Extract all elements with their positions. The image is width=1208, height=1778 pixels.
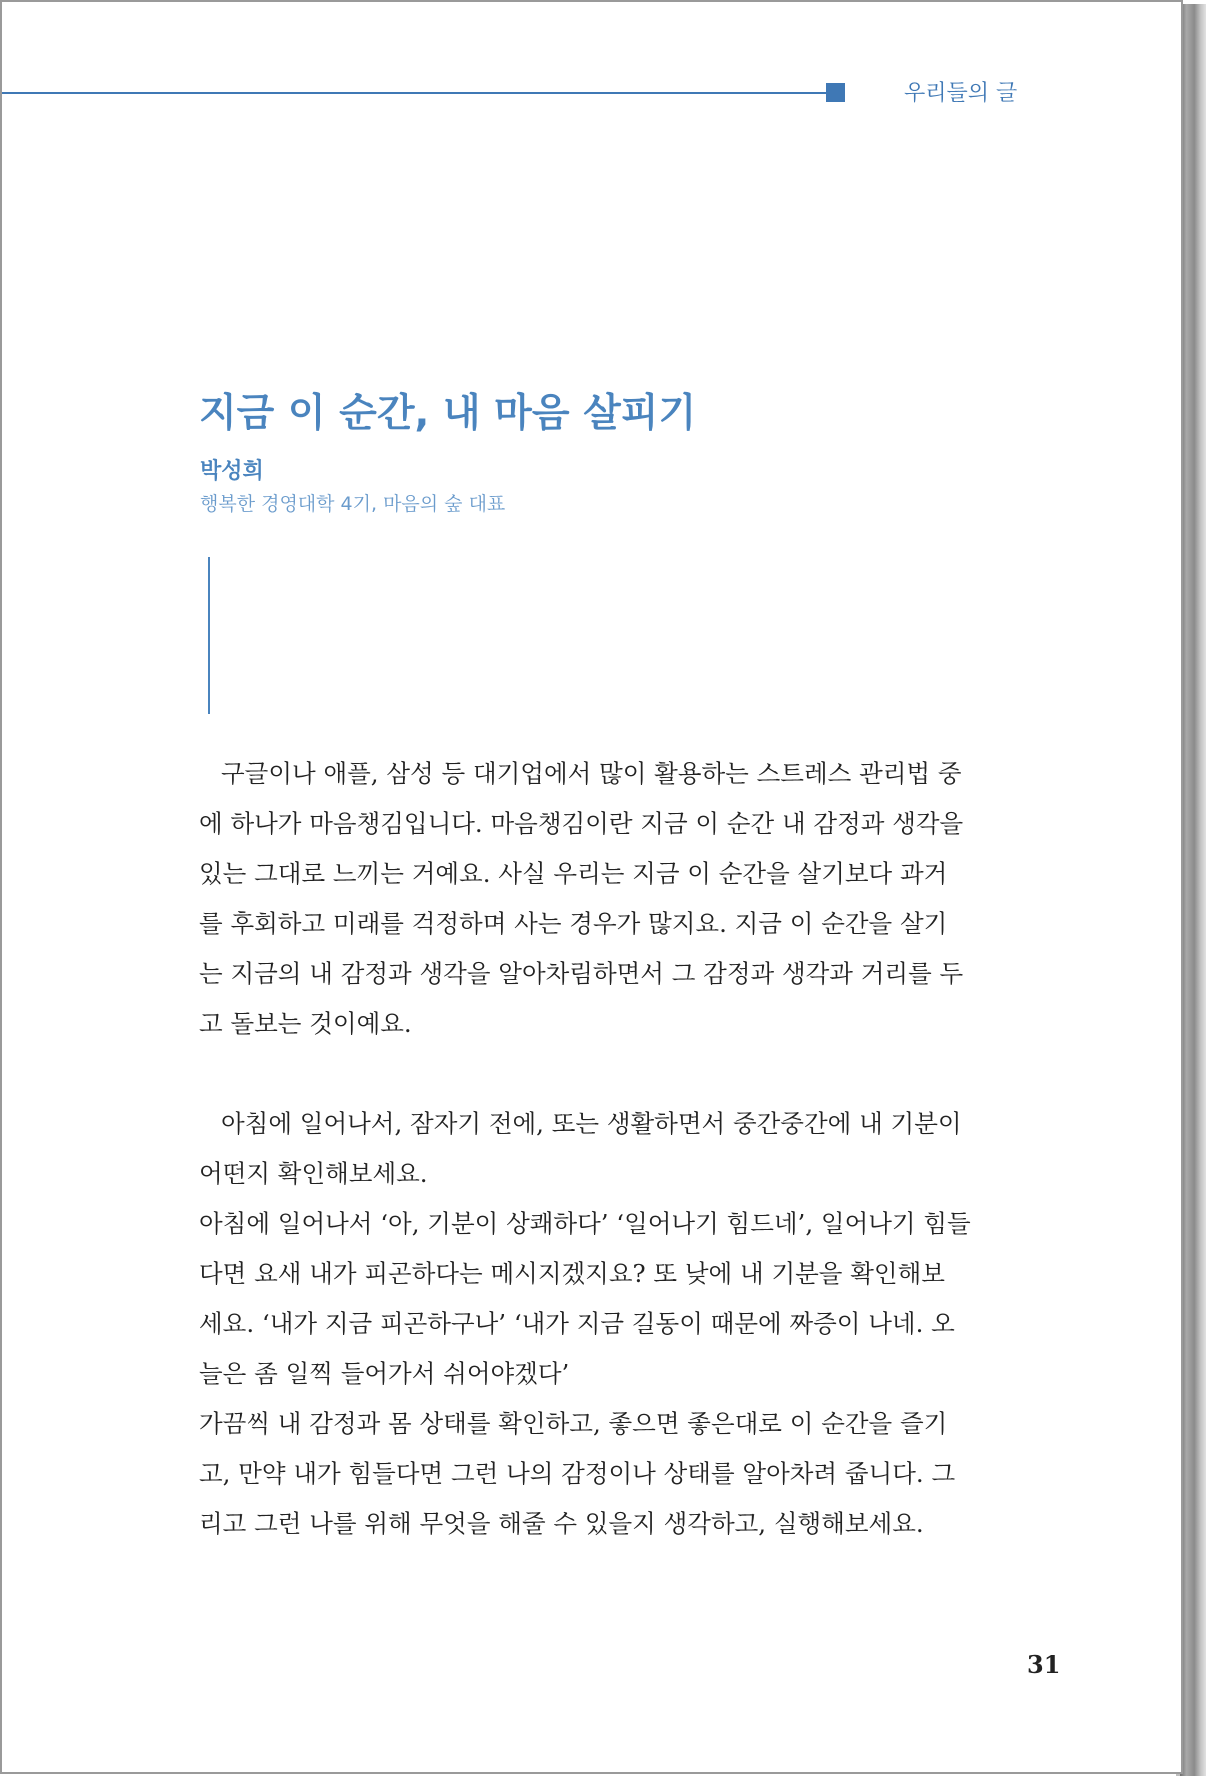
author-name: 박성희 — [200, 459, 264, 484]
header-square-marker — [826, 83, 845, 102]
article-body — [199, 749, 1051, 1549]
body-line: 가끔씩 내 감정과 몸 상태를 확인하고, 좋으면 좋은대로 이 순간을 즐기 — [199, 1409, 948, 1438]
body-line: 는 지금의 내 감정과 생각을 알아차림하면서 그 감정과 생각과 거리를 두 — [199, 959, 964, 988]
body-line: 늘은 좀 일찍 들어가서 쉬어야겠다’ — [199, 1359, 570, 1388]
page-number: 31 — [1027, 1650, 1061, 1679]
author-affiliation: 행복한 경영대학 4기, 마음의 숲 대표 — [200, 493, 506, 515]
body-line: 아침에 일어나서, 잠자기 전에, 또는 생활하면서 중간중간에 내 기분이 — [221, 1109, 962, 1138]
body-line: 다면 요새 내가 피곤하다는 메시지겠지요? 또 낮에 내 기분을 확인해보 — [199, 1259, 945, 1288]
body-line: 를 후회하고 미래를 걱정하며 사는 경우가 많지요. 지금 이 순간을 살기 — [199, 909, 948, 938]
decorative-vertical-bar — [208, 557, 210, 714]
body-line: 어떤지 확인해보세요. — [199, 1159, 428, 1188]
body-line: 리고 그런 나를 위해 무엇을 해줄 수 있을지 생각하고, 실행해보세요. — [199, 1509, 924, 1538]
body-line: 고 돌보는 것이예요. — [199, 1009, 412, 1038]
body-line: 구글이나 애플, 삼성 등 대기업에서 많이 활용하는 스트레스 관리법 중 — [221, 759, 962, 788]
book-edge-shadow — [1180, 4, 1206, 1776]
body-line: 아침에 일어나서 ‘아, 기분이 상쾌하다’ ‘일어나기 힘드네’, 일어나기 힘들 — [199, 1209, 971, 1238]
body-line: 세요. ‘내가 지금 피곤하구나’ ‘내가 지금 길동이 때문에 짜증이 나네. 오 — [199, 1309, 955, 1338]
paragraph-gap — [199, 1049, 1051, 1099]
body-line: 에 하나가 마음챙김입니다. 마음챙김이란 지금 이 순간 내 감정과 생각을 — [199, 809, 964, 838]
body-line: 고, 만약 내가 힘들다면 그런 나의 감정이나 상태를 알아차려 줍니다. 그 — [199, 1459, 956, 1488]
article-title: 지금 이 순간, 내 마음 살피기 — [199, 391, 697, 436]
body-line: 있는 그대로 느끼는 거예요. 사실 우리는 지금 이 순간을 살기보다 과거 — [199, 859, 948, 888]
section-label: 우리들의 글 — [904, 81, 1018, 106]
header-rule — [2, 92, 830, 94]
